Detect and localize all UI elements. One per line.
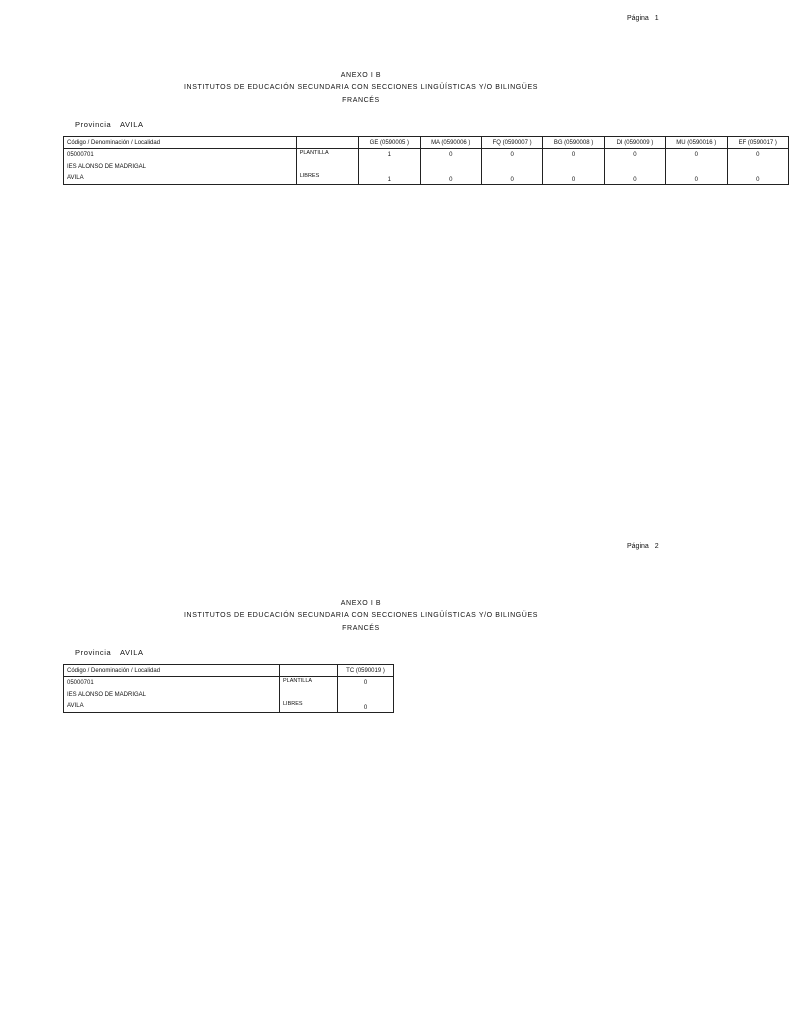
codigo-cell: 05000701 [64, 677, 280, 690]
header-cell-code: TC (0590019 ) [338, 665, 394, 677]
libres-label: LIBRES [280, 700, 338, 713]
plantilla-value: 1 [359, 149, 420, 162]
libres-value: 0 [481, 172, 542, 185]
provincia-line [75, 648, 144, 657]
table-row-denominacion [64, 161, 789, 172]
header-cell-blank [296, 137, 358, 149]
header-cell-code: MU (0590016 ) [666, 137, 727, 149]
provincia-value: AVILA [119, 120, 144, 129]
libres-value: 0 [604, 172, 665, 185]
title-block [0, 597, 722, 635]
header-cell-label: Código / Denominación / Localidad [64, 137, 297, 149]
language-title: FRANCÉS [342, 97, 380, 104]
annex-title: ANEXO I B [340, 72, 382, 79]
page-number-value: 2 [654, 543, 659, 550]
page-number-value: 1 [654, 15, 659, 22]
page-label: Página [627, 543, 649, 550]
plantilla-value: 0 [420, 149, 481, 162]
denominacion-cell: IES ALONSO DE MADRIGAL [64, 161, 297, 172]
page-label: Página [627, 15, 649, 22]
header-cell-code: EF (0590017 ) [727, 137, 789, 149]
plantilla-value: 0 [604, 149, 665, 162]
localidad-cell: AVILA [64, 700, 280, 713]
plantilla-value: 0 [481, 149, 542, 162]
table-header-row [64, 665, 394, 677]
libres-value: 0 [543, 172, 604, 185]
header-cell-code: MA (0590006 ) [420, 137, 481, 149]
vacancies-table [63, 136, 789, 185]
libres-value: 0 [727, 172, 789, 185]
table-row-libres [64, 700, 394, 713]
libres-value: 0 [420, 172, 481, 185]
table-row-libres [64, 172, 789, 185]
table-header-row [64, 137, 789, 149]
header-cell-code: FQ (0590007 ) [481, 137, 542, 149]
table-row-plantilla [64, 677, 394, 690]
plantilla-value: 0 [338, 677, 394, 690]
header-cell-code: BG (0590008 ) [543, 137, 604, 149]
denominacion-cell: IES ALONSO DE MADRIGAL [64, 689, 280, 700]
title-block [0, 69, 722, 107]
annex-title: ANEXO I B [340, 600, 382, 607]
header-cell-code: GE (0590005 ) [359, 137, 420, 149]
libres-label: LIBRES [296, 172, 358, 185]
provincia-label: Provincia [75, 648, 112, 657]
header-cell-blank [280, 665, 338, 677]
plantilla-label: PLANTILLA [296, 149, 358, 162]
provincia-line [75, 120, 144, 129]
provincia-label: Provincia [75, 120, 112, 129]
header-cell-label: Código / Denominación / Localidad [64, 665, 280, 677]
libres-value: 0 [666, 172, 727, 185]
page-number [627, 543, 659, 550]
libres-value: 1 [359, 172, 420, 185]
table-row-plantilla [64, 149, 789, 162]
document-title: INSTITUTOS DE EDUCACIÓN SECUNDARIA CON SECCIONES LINGÜÍSTICAS Y/O BILINGÜES [184, 84, 538, 91]
localidad-cell: AVILA [64, 172, 297, 185]
provincia-value: AVILA [119, 648, 144, 657]
header-cell-code: DI (0590009 ) [604, 137, 665, 149]
plantilla-value: 0 [727, 149, 789, 162]
libres-value: 0 [338, 700, 394, 713]
plantilla-label: PLANTILLA [280, 677, 338, 690]
table-row-denominacion [64, 689, 394, 700]
plantilla-value: 0 [543, 149, 604, 162]
plantilla-value: 0 [666, 149, 727, 162]
vacancies-table [63, 664, 394, 713]
page-number [627, 15, 659, 22]
codigo-cell: 05000701 [64, 149, 297, 162]
document-title: INSTITUTOS DE EDUCACIÓN SECUNDARIA CON SECCIONES LINGÜÍSTICAS Y/O BILINGÜES [184, 612, 538, 619]
language-title: FRANCÉS [342, 625, 380, 632]
